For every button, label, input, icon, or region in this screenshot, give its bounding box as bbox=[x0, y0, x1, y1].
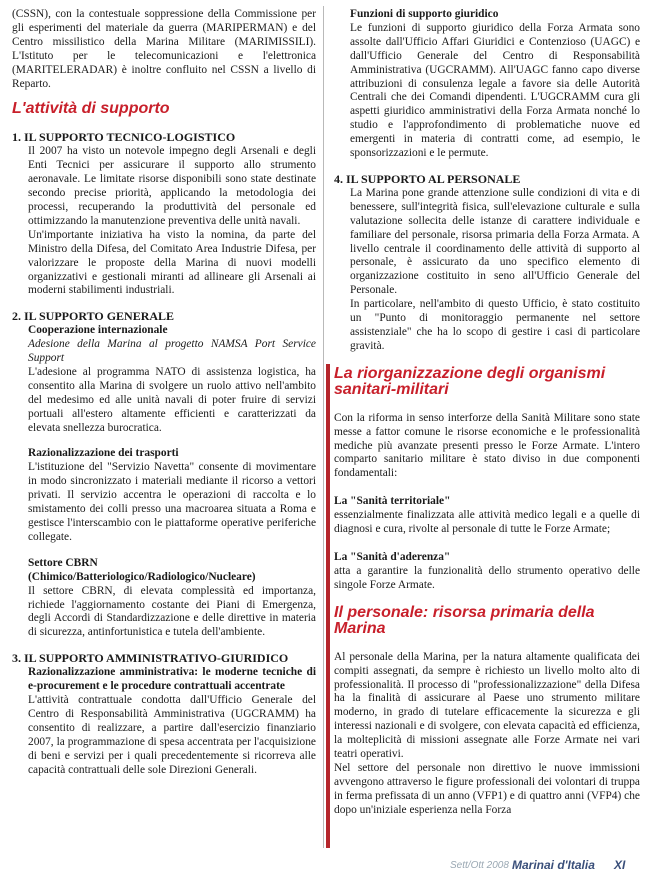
section3-paragraph-1: L'attività contrattuale condotta dall'Ufficio Generale del Centro di Responsabilità Amministrativa (UGCRAMM) ha consentito di realizzare, a partire dall'esercizio finanziario 2007, la programmazione di spesa accentrata per l'acquisizione di beni e servizi per i quali precedentemente si ricorreva alle capacità contrattuali delle sole Direzioni Generali. bbox=[28, 693, 316, 776]
intro-paragraph: (CSSN), con la contestuale soppressione della Commissione per gli esperimenti del materiale da guerra (MARIPERMAN) e del Centro missilistico della Marina Militare (MARIMISSILI). L'Istituto per le telecomunicazioni e l'elettronica (MARITELERADAR) è inoltre confluito nel CSSN a livello di Reparto. bbox=[12, 8, 316, 90]
section3-subheading-razionalizzazione: Razionalizzazione amministrativa: le moderne tecniche di e-procurement e le procedure contrattuali accentrate bbox=[28, 666, 316, 693]
section2-paragraph-3: Il settore CBRN, di elevata complessità ed importanza, richiede l'aggiornamento costante dei Piani di Emergenza, degli Accordi di Standardizzazione e delle direttive in materia di sicurezza, antinfortunistica e tutela dell'ambiente. bbox=[28, 584, 316, 639]
section4-heading: 4. IL SUPPORTO AL PERSONALE bbox=[334, 171, 521, 186]
section2-subheading-cooperazione: Cooperazione internazionale bbox=[28, 324, 168, 337]
sanita-paragraph-3: atta a garantire la funzionalità dello strumento operativo delle singole Forze Armate. bbox=[334, 564, 640, 591]
section3-heading: 3. IL SUPPORTO AMMINISTRATIVO-GIURIDICO bbox=[12, 651, 289, 666]
section4-paragraph-2: In particolare, nell'ambito di questo Ufficio, è stato costituito un "Punto di monitoraggio permanente nel settore assistenziale" che ha lo scopo di gestire i casi di particolare gravità. bbox=[350, 298, 640, 352]
section2-subheading-cbrn-detail: (Chimico/Batteriologico/Radiologico/Nucleare) bbox=[28, 570, 256, 583]
section4-paragraph-1: La Marina pone grande attenzione sulle condizioni di vita e di benessere, sull'integrità fisica, sull'elevazione culturale e sulla valutazione sollecita delle istanze di carattere individuale e familiare del personale, risorsa primaria della Forza Armata. A livello centrale il coordinamento delle attività di supporto al personale, è assicurato da uno specifico elemento di organizzazione costituito in seno all'Ufficio Generale del Personale. bbox=[350, 186, 640, 297]
section2-subheading-namsa: Adesione della Marina al progetto NAMSA Port Service Support bbox=[28, 338, 316, 365]
section2-paragraph-2: L'istituzione del "Servizio Navetta" consente di movimentare in modo sincronizzato i materiali mediante il ricorso a vettori privati. Il servizio accentra le operazioni di raccolta e lo smistamento dei colli presso una macroarea situata a Roma e gestisce l'interscambio con le piattaforme operative periferiche collegate. bbox=[28, 461, 316, 543]
page-footer bbox=[450, 858, 640, 874]
section1-paragraph-1: Il 2007 ha visto un notevole impegno degli Arsenali e degli Enti Tecnici per assicurare il supporto allo strumento aeronavale. Le limitate risorse disponibili sono state destinate secondo precise priorità, applicando la metodologia dei processi, recuperando la produttività del personale ed ottimizzando la manutenzione preventiva delle unità navali. bbox=[28, 145, 316, 227]
section-title-supporto: L'attività di supporto bbox=[12, 100, 170, 118]
sanita-paragraph-2: essenzialmente finalizzata alle attività medico legali e a quelle di diagnosi e cura, rivolte al personale di tutte le Forze Armate; bbox=[334, 509, 640, 536]
column-divider bbox=[323, 6, 324, 848]
issue-date: Sett/Ott 2008 bbox=[450, 860, 509, 871]
page-number: XI bbox=[614, 858, 626, 872]
section2-subheading-cbrn: Settore CBRN bbox=[28, 556, 98, 569]
right-column bbox=[334, 8, 640, 818]
sanita-territoriale-heading: La "Sanità territoriale" bbox=[334, 495, 451, 508]
magazine-name: Marinai d'Italia bbox=[512, 858, 595, 872]
personale-paragraph-2: Nel settore del personale non direttivo le nuove immissioni avvengono attraverso le figure professionali dei volontari di truppa in ferma prefissata di un anno (VFP1) e di quattro anni (VFP4) che dopo un'iniziale esperienza nella Forza bbox=[334, 761, 640, 816]
accent-bar bbox=[326, 364, 330, 848]
section1-paragraph-2: Un'importante iniziativa ha visto la nomina, da parte del Ministro della Difesa, del Comitato Area Industrie Difesa, per valorizzare le proposte della Marina di nuovi modelli organizzativi e gestionali miranti ad allineare gli Arsenali ai moderni stabilimenti industriali. bbox=[28, 228, 316, 297]
section3-subheading-giuridico: Funzioni di supporto giuridico bbox=[350, 8, 499, 20]
section1-heading: 1. IL SUPPORTO TECNICO-LOGISTICO bbox=[12, 130, 236, 145]
section3-paragraph-2: Le funzioni di supporto giuridico della Forza Armata sono assolte dall'Ufficio Affari Giuridici e Contenzioso (UAGC) e dall'Ufficio Generale del Centro di Responsabilità Amministrativa (UGCRAMM). All'UAGC fanno capo diverse attribuzioni di consulenza legale a favore sia delle Autorità Centrali che dei Comandi dipendenti. L'UGCRAMM cura gli aspetti giuridico amministrativi della Forza Armata nonché lo studio e l'approfondimento di problematiche nuove ed emergenti in materia di contratti come, ad esempio, le sponsorizzazioni e le permute. bbox=[350, 21, 640, 160]
sanita-aderenza-heading: La "Sanità d'aderenza" bbox=[334, 551, 451, 563]
section-title-sanita: La riorganizzazione degli organismi sanitari-militari bbox=[334, 364, 606, 398]
section2-paragraph-1: L'adesione al programma NATO di assistenza logistica, ha consentito alla Marina di svolgere un ruolo attivo nell'ambito del medesimo ed alle unità navali di poter fruire di servizi portuali all'estero altamente efficienti e caratterizzati da elevata snellezza burocratica. bbox=[28, 365, 316, 434]
section2-subheading-trasporti: Razionalizzazione dei trasporti bbox=[28, 447, 179, 460]
section-title-personale: Il personale: risorsa primaria della Marina bbox=[334, 603, 595, 637]
personale-paragraph-1: Al personale della Marina, per la natura altamente qualificata dei compiti assegnati, da sempre è richiesto un livello molto alto di professionalità. Il processo di "professionalizzazione" della Difesa ha la finalità di assicurare al Paese uno strumento militare moderno, in grado di tutelare efficacemente la sicurezza e gli interessi nazionali e di svolgere, con elevata capacità ed efficienza, la molteplicità di missioni assegnate alle Forze Armate nei vari teatri operativi. bbox=[334, 650, 640, 761]
section2-heading: 2. IL SUPPORTO GENERALE bbox=[12, 309, 175, 324]
left-column bbox=[12, 8, 316, 777]
sanita-paragraph-1: Con la riforma in senso interforze della Sanità Militare sono state messe a fattor comune le risorse economiche e le professionalità mediche più avanzate presenti presso le Forze Armate. L'intero comparto sanitario militare è stato diviso in due componenti fondamentali: bbox=[334, 411, 640, 480]
